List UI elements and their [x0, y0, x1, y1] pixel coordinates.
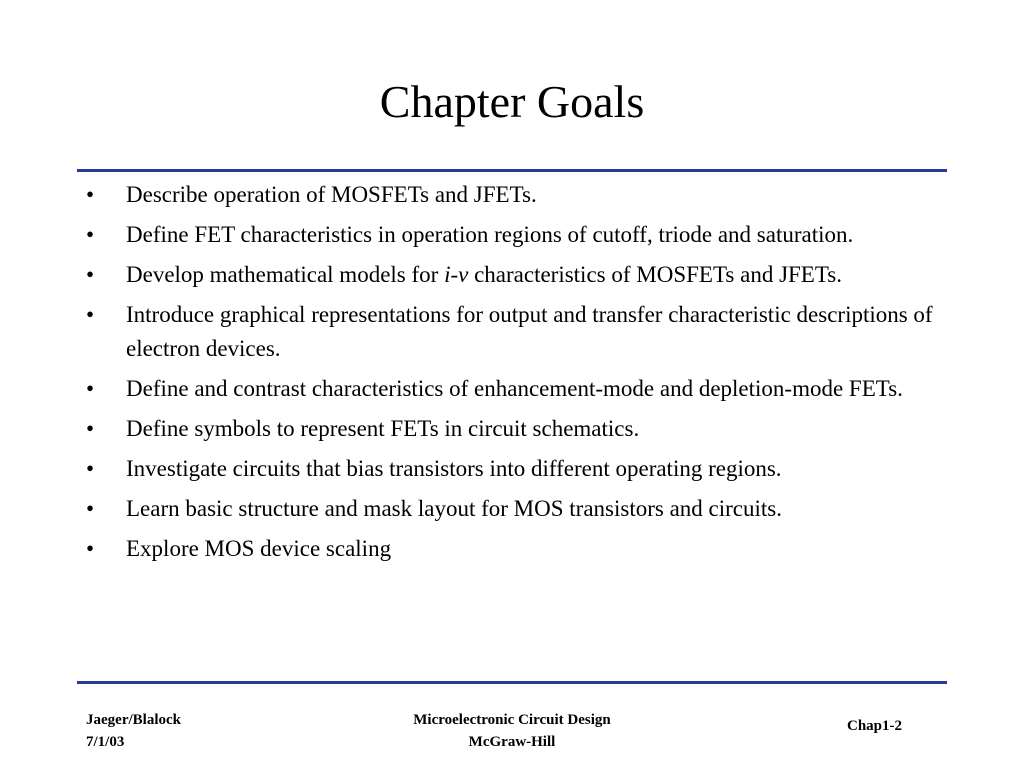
- footer-center: [312, 709, 712, 753]
- footer-authors: Jaeger/Blalock: [86, 712, 181, 728]
- bullet-text-after: characteristics of MOSFETs and JFETs.: [468, 262, 842, 287]
- bullet-icon: •: [86, 262, 95, 287]
- bullet-text-italic: i-v: [444, 262, 469, 287]
- bullet-text: Define symbols to represent FETs in circuit schematics.: [126, 416, 640, 441]
- slide-title: Chapter Goals: [379, 76, 645, 127]
- bullet-icon: •: [86, 182, 95, 207]
- list-item: [86, 372, 946, 406]
- bullet-text: Define FET characteristics in operation regions of cutoff, triode and saturation.: [126, 222, 854, 247]
- bullet-icon: •: [86, 376, 95, 401]
- bullet-icon: •: [86, 222, 95, 247]
- bullet-icon: •: [86, 496, 95, 521]
- bullet-text: Describe operation of MOSFETs and JFETs.: [126, 182, 537, 207]
- goals-list: [86, 178, 946, 572]
- bullet-icon: •: [86, 456, 95, 481]
- list-item: [86, 258, 946, 292]
- bullet-icon: •: [86, 536, 95, 561]
- footer-book-title: Microelectronic Circuit Design: [413, 712, 611, 728]
- bullet-text: Introduce graphical representations for output and transfer characteristic descriptions of electron devices.: [126, 302, 933, 361]
- bullet-icon: •: [86, 416, 95, 441]
- list-item: [86, 412, 946, 446]
- list-item: [86, 492, 946, 526]
- footer-publisher: McGraw-Hill: [468, 734, 556, 750]
- list-item: [86, 218, 946, 252]
- bullet-text: Define and contrast characteristics of enhancement-mode and depletion-mode FETs.: [126, 376, 903, 401]
- bullet-text: Explore MOS device scaling: [126, 536, 392, 561]
- bullet-text: Investigate circuits that bias transistors into different operating regions.: [126, 456, 782, 481]
- list-item: [86, 178, 946, 212]
- bullet-icon: •: [86, 302, 95, 327]
- footer-page-number: Chap1-2: [846, 718, 902, 734]
- list-item: [86, 452, 946, 486]
- bullet-text: Learn basic structure and mask layout for MOS transistors and circuits.: [126, 496, 782, 521]
- top-divider: [77, 169, 947, 172]
- bottom-divider: [77, 681, 947, 684]
- footer-left: [86, 709, 181, 753]
- footer-date: 7/1/03: [86, 734, 125, 750]
- list-item: [86, 532, 946, 566]
- list-item: [86, 298, 946, 366]
- bullet-text-before: Develop mathematical models for: [126, 262, 445, 287]
